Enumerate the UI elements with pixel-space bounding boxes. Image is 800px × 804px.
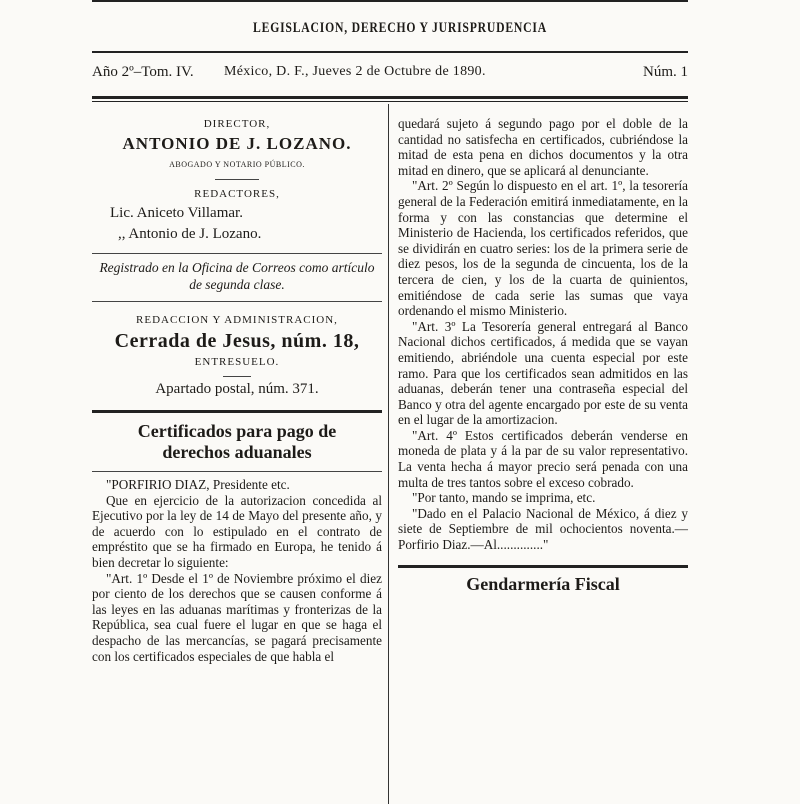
director-title: ABOGADO Y NOTARIO PÚBLICO. [169, 160, 305, 169]
registration-rule-top [92, 253, 382, 254]
article-paragraph: "Dado en el Palacio Nacional de México, á diez y siete de Septiembre de mil ochocientos noventa.—Porfirio Diaz.—Al.............." [398, 505, 688, 553]
article-left-text [92, 477, 382, 664]
article-right-text [398, 116, 688, 553]
article-paragraph: quedará sujeto á segundo pago por el doble de la cantidad no satisfecha en certificados, cubriéndose la mitad de esta pena en dichos documentos y la otra mitad en dinero, que se aplicará al denunciante. [398, 116, 688, 178]
column-divider [388, 104, 389, 804]
director-label: DIRECTOR, [203, 118, 271, 130]
article-paragraph: "Art. 2º Según lo dispuesto en el art. 1º, la tesorería general de la Federación emitirá inmediatamente, en la forma y con las constancias que determine el Ministerio de Hacienda, los certificados referidos, que se dividirán en cuatro series: los de la primera serie de diez pesos, los de la segunda de cincuenta, los de la tercera de cien, y los de la cuarta de quinientos, emitiéndose de cada serie las sumas que vaya ordenando el mismo Ministerio. [398, 178, 688, 319]
article-title-line1: Certificados para pago de [137, 421, 337, 441]
issue-number: Núm. 1 [643, 64, 688, 80]
article-rule-thick [92, 410, 382, 413]
article-paragraph: Que en ejercicio de la autorizacion concedida al Ejecutivo por la ley de 14 de Mayo del presente año, y de acuerdo con lo estipulado en el contrato de empréstito que se ha firmado en Europa, he tenido á bien decretar lo siguiente: [92, 492, 382, 570]
top-rule [92, 0, 688, 2]
office-floor: ENTRESUELO. [194, 356, 280, 368]
dateline-rule-thin [92, 101, 688, 102]
article-paragraph: "Art. 3º La Tesorería general entregará al Banco Nacional dichos certificados, á medida que se vayan emitiendo, abriéndole una cuenta especial por este ramo. Para que los certificados sean admitidos en las aduanas, deberán tener una contraseña especial del Banco y otra del agente encargado por este de su venta en el lugar de la amortizacion. [398, 318, 688, 428]
office-divider [223, 376, 251, 377]
article-rule-thin [92, 471, 382, 472]
po-box: Apartado postal, núm. 371. [155, 381, 319, 397]
masthead-rule-thick [92, 51, 688, 53]
issue-date: México, D. F., Jueves 2 de Octubre de 1890. [224, 64, 486, 79]
dateline-bar [92, 64, 688, 86]
newspaper-subtitle: LEGISLACION, DERECHO Y JURISPRUDENCIA [253, 20, 547, 36]
article-title-line2: derechos aduanales [162, 442, 312, 462]
registration-rule-bottom [92, 301, 382, 302]
dateline-rule [92, 96, 688, 99]
director-name: ANTONIO DE J. LOZANO. [122, 134, 352, 153]
office-address: Cerrada de Jesus, núm. 18, [114, 330, 360, 352]
editor-1: Lic. Aniceto Villamar. [110, 205, 243, 221]
right-column [398, 116, 688, 595]
office-label: REDACCION Y ADMINISTRACION, [136, 314, 338, 326]
editors-label: REDACTORES, [194, 188, 280, 200]
next-article-title: Gendarmería Fiscal [466, 573, 620, 594]
registration-note: Registrado en la Oficina de Correos como artículo de segunda clase. [99, 260, 375, 292]
left-column [92, 116, 382, 664]
next-article-rule-thick [398, 565, 688, 568]
article-paragraph: "Por tanto, mando se imprima, etc. [412, 490, 596, 506]
article-paragraph: "PORFIRIO DIAZ, Presidente etc. [106, 477, 290, 492]
editor-2: ,, Antonio de J. Lozano. [118, 226, 262, 242]
year-tome: Año 2º–Tom. IV. [92, 64, 194, 80]
article-paragraph: "Art. 4º Estos certificados deberán venderse en moneda de plata y á la par de su valor representativo. La venta hecha á mayor precio será penada con una multa de tres tantos sobre el exceso cobrado. [398, 427, 688, 490]
article-paragraph: "Art. 1º Desde el 1º de Noviembre próximo el diez por ciento de los derechos que se causen conforme á las leyes en las aduanas marítimas y fronterizas de la República, sea cual fuere el lugar en que se haga el despacho de las mercancías, se pagará precisamente con los certificados especiales de que habla el [92, 570, 382, 664]
staff-divider [215, 179, 259, 180]
